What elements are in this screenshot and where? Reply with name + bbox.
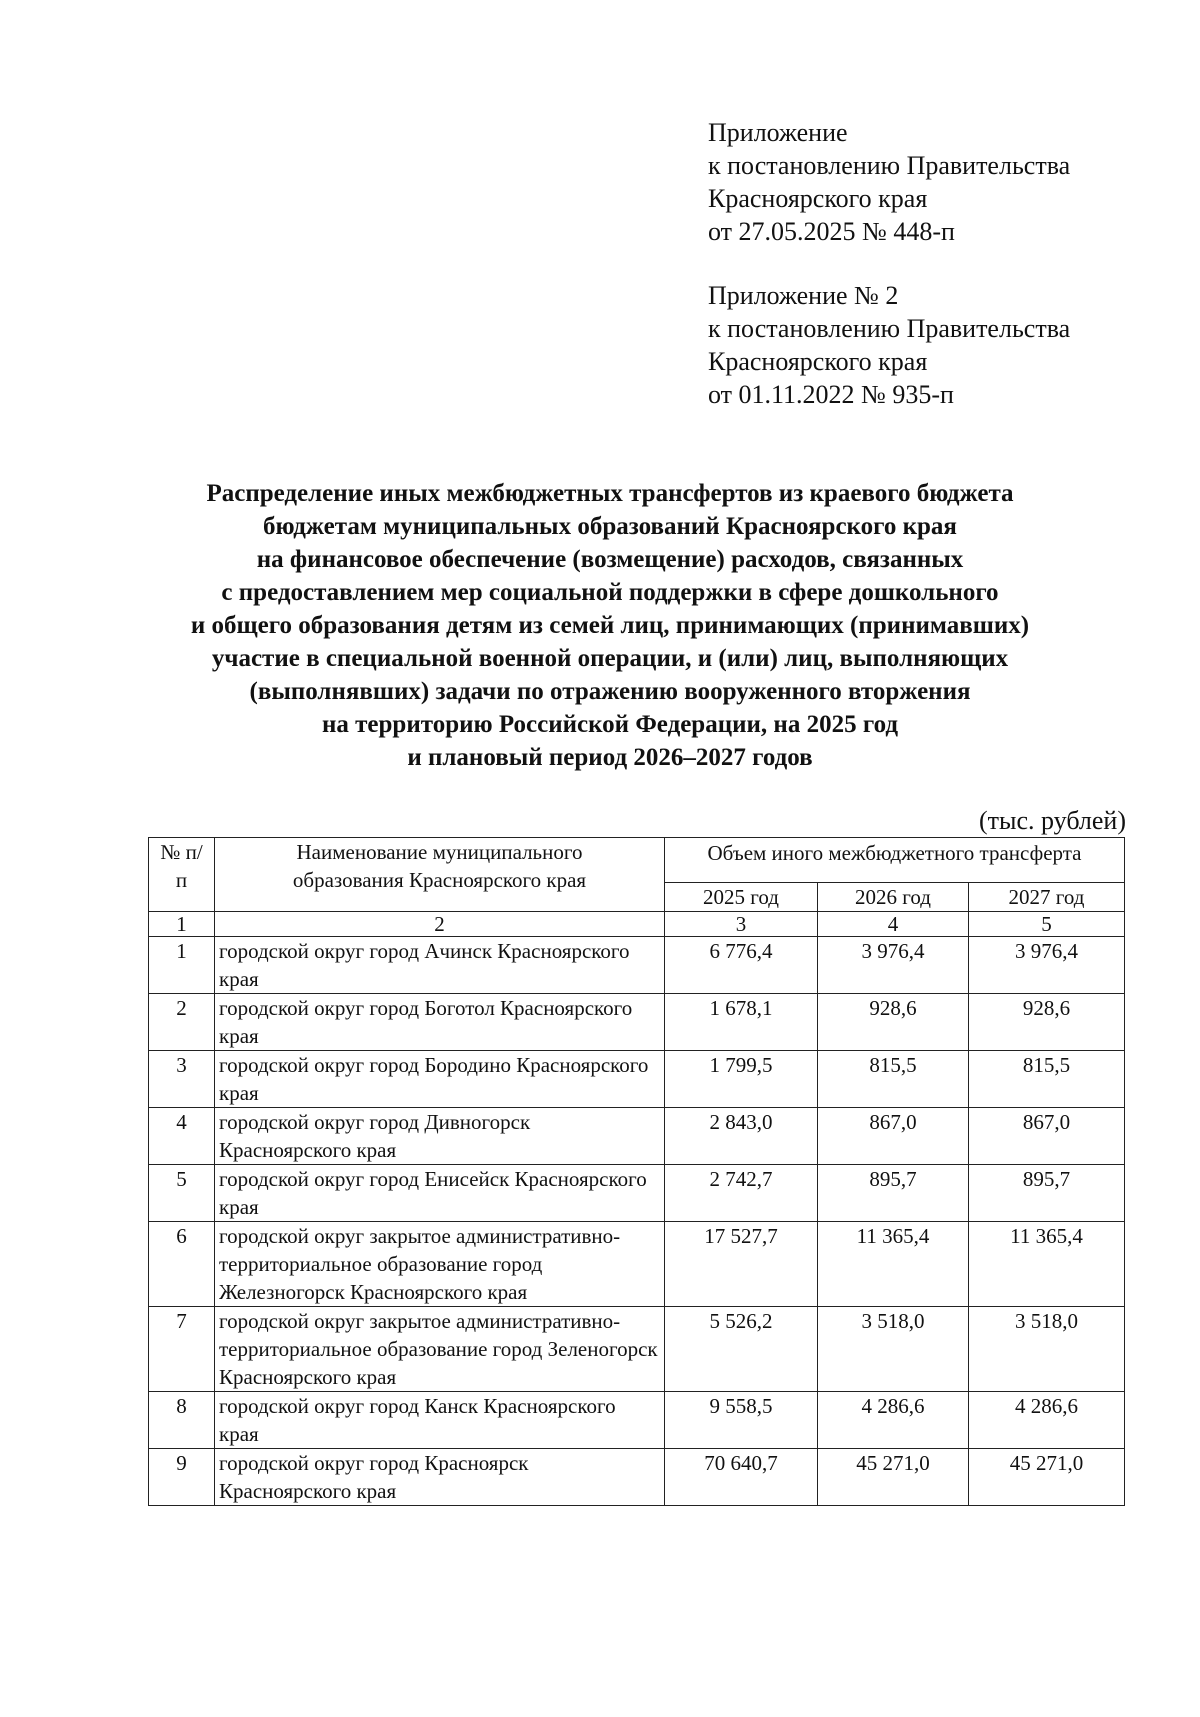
header-volume: Объем иного межбюджетного трансферта xyxy=(665,838,1125,883)
appendix-line: к постановлению Правительства xyxy=(708,151,1071,180)
table-row xyxy=(149,1108,1125,1165)
row-number: 6 xyxy=(149,1222,215,1307)
municipality-name: городской округ закрытое административно-территориальное образование город Зеленогорск Красноярского края xyxy=(215,1307,665,1392)
value-2026: 815,5 xyxy=(818,1051,969,1108)
value-2026: 895,7 xyxy=(818,1165,969,1222)
value-2027: 895,7 xyxy=(969,1165,1125,1222)
header-year-2026: 2026 год xyxy=(818,883,969,912)
row-number: 5 xyxy=(149,1165,215,1222)
units-note: (тыс. рублей) xyxy=(978,806,1126,835)
column-index: 1 xyxy=(149,912,215,937)
table-row xyxy=(149,1222,1125,1307)
row-number: 3 xyxy=(149,1051,215,1108)
appendix-line: Приложение xyxy=(708,118,848,147)
value-2025: 17 527,7 xyxy=(665,1222,818,1307)
row-number: 7 xyxy=(149,1307,215,1392)
document-title xyxy=(130,477,1090,774)
value-2027: 867,0 xyxy=(969,1108,1125,1165)
table-header-row xyxy=(149,838,1125,883)
municipality-name: городской округ город Красноярск Красноярского края xyxy=(215,1449,665,1506)
value-2026: 45 271,0 xyxy=(818,1449,969,1506)
row-number: 2 xyxy=(149,994,215,1051)
value-2026: 3 976,4 xyxy=(818,937,969,994)
appendix-line: Красноярского края xyxy=(708,184,928,213)
title-line: и общего образования детям из семей лиц, принимающих (принимавших) xyxy=(190,612,1030,639)
title-line: Распределение иных межбюджетных трансфертов из краевого бюджета xyxy=(206,480,1014,507)
municipality-name: городской округ город Боготол Красноярского края xyxy=(215,994,665,1051)
table-row xyxy=(149,1392,1125,1449)
value-2027: 45 271,0 xyxy=(969,1449,1125,1506)
row-number: 8 xyxy=(149,1392,215,1449)
municipality-name: городской округ город Канск Красноярского края xyxy=(215,1392,665,1449)
value-2027: 4 286,6 xyxy=(969,1392,1125,1449)
header-year-2025: 2025 год xyxy=(665,883,818,912)
title-line: на территорию Российской Федерации, на 2025 год xyxy=(322,711,898,738)
value-2025: 5 526,2 xyxy=(665,1307,818,1392)
column-index: 2 xyxy=(215,912,665,937)
table-row xyxy=(149,994,1125,1051)
column-index: 4 xyxy=(818,912,969,937)
appendix-block-current xyxy=(708,116,1070,248)
value-2027: 11 365,4 xyxy=(969,1222,1125,1307)
value-2025: 6 776,4 xyxy=(665,937,818,994)
title-line: (выполнявших) задачи по отражению вооруженного вторжения xyxy=(249,678,971,705)
header-year-2027: 2027 год xyxy=(969,883,1125,912)
value-2025: 70 640,7 xyxy=(665,1449,818,1506)
header-num: № п/п xyxy=(149,838,215,912)
row-number: 9 xyxy=(149,1449,215,1506)
value-2025: 1 678,1 xyxy=(665,994,818,1051)
value-2027: 815,5 xyxy=(969,1051,1125,1108)
table-row xyxy=(149,1165,1125,1222)
table-row xyxy=(149,1051,1125,1108)
value-2025: 2 742,7 xyxy=(665,1165,818,1222)
value-2027: 928,6 xyxy=(969,994,1125,1051)
appendix-block-original xyxy=(708,279,1070,411)
municipality-name: городской округ закрытое административно-территориальное образование город Железногорск Красноярского края xyxy=(215,1222,665,1307)
appendix-line: Красноярского края xyxy=(708,347,928,376)
value-2025: 9 558,5 xyxy=(665,1392,818,1449)
value-2026: 4 286,6 xyxy=(818,1392,969,1449)
value-2026: 11 365,4 xyxy=(818,1222,969,1307)
title-line: и плановый период 2026–2027 годов xyxy=(407,744,813,771)
appendix-line: Приложение № 2 xyxy=(708,281,899,310)
table-row xyxy=(149,1449,1125,1506)
municipality-name: городской округ город Ачинск Красноярского края xyxy=(215,937,665,994)
header-name: Наименование муниципального образования Красноярского края xyxy=(215,838,665,912)
value-2026: 3 518,0 xyxy=(818,1307,969,1392)
title-line: на финансовое обеспечение (возмещение) расходов, связанных xyxy=(256,546,964,573)
column-index: 5 xyxy=(969,912,1125,937)
row-number: 1 xyxy=(149,937,215,994)
table-row xyxy=(149,937,1125,994)
title-line: участие в специальной военной операции, и (или) лиц, выполняющих xyxy=(211,645,1009,672)
title-line: с предоставлением мер социальной поддержки в сфере дошкольного xyxy=(221,579,999,606)
title-line: бюджетам муниципальных образований Красноярского края xyxy=(263,513,957,540)
transfer-table xyxy=(148,837,1125,1506)
value-2025: 2 843,0 xyxy=(665,1108,818,1165)
value-2027: 3 518,0 xyxy=(969,1307,1125,1392)
column-index: 3 xyxy=(665,912,818,937)
column-index-row xyxy=(149,912,1125,937)
value-2027: 3 976,4 xyxy=(969,937,1125,994)
row-number: 4 xyxy=(149,1108,215,1165)
appendix-line: от 01.11.2022 № 935-п xyxy=(708,380,954,409)
municipality-name: городской округ город Енисейск Красноярского края xyxy=(215,1165,665,1222)
table-row xyxy=(149,1307,1125,1392)
municipality-name: городской округ город Бородино Красноярского края xyxy=(215,1051,665,1108)
value-2025: 1 799,5 xyxy=(665,1051,818,1108)
municipality-name: городской округ город Дивногорск Красноярского края xyxy=(215,1108,665,1165)
value-2026: 867,0 xyxy=(818,1108,969,1165)
appendix-line: к постановлению Правительства xyxy=(708,314,1071,343)
value-2026: 928,6 xyxy=(818,994,969,1051)
appendix-line: от 27.05.2025 № 448-п xyxy=(708,217,955,246)
